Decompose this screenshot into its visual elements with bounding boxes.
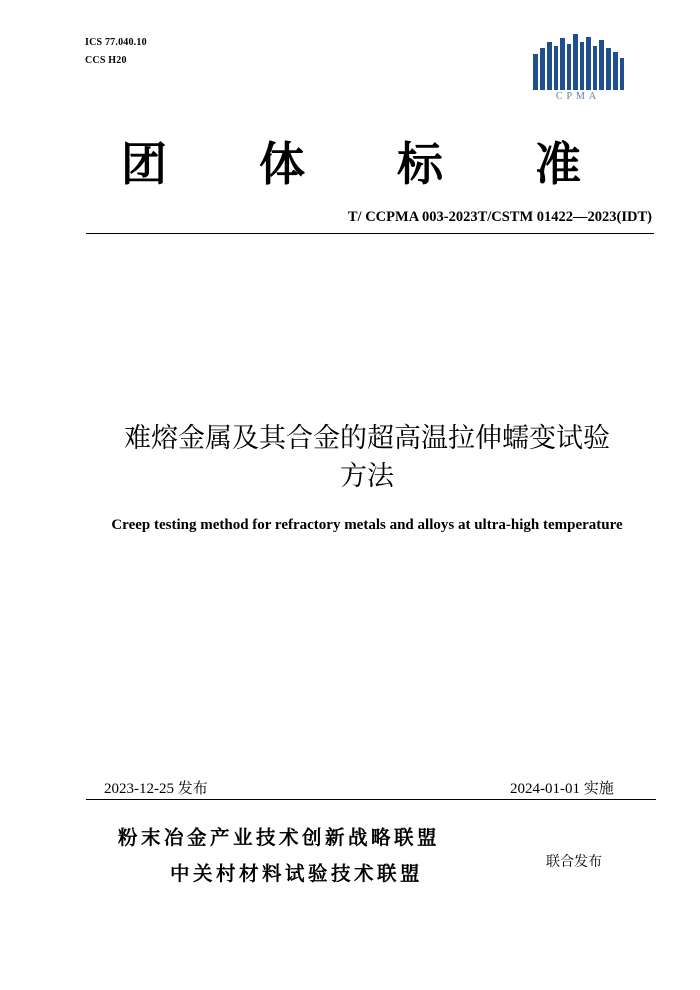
joint-release-label: 联合发布	[546, 854, 602, 870]
bottom-divider	[86, 799, 656, 800]
cpma-logo	[528, 34, 628, 106]
standard-type-heading: 团 体 标 准	[120, 137, 620, 191]
ics-code: ICS 77.040.10	[85, 37, 147, 48]
chinese-title	[70, 420, 664, 496]
chinese-title-line-1: 难熔金属及其合金的超高温拉伸蠕变试验	[124, 423, 610, 454]
logo-text: CPMA	[555, 91, 601, 102]
publisher-1: 粉末冶金产业技术创新战略联盟	[118, 826, 441, 849]
issue-date: 2023-12-25 发布	[104, 781, 208, 797]
chinese-title-line-2: 方法	[340, 461, 394, 492]
standard-number: T/ CCPMA 003-2023T/CSTM 01422—2023(IDT)	[347, 209, 652, 225]
implementation-date: 2024-01-01 实施	[510, 781, 614, 797]
cpma-logo-bars-icon	[528, 34, 628, 90]
top-divider	[86, 233, 654, 234]
publisher-2: 中关村材料试验技术联盟	[170, 862, 424, 885]
english-title: Creep testing method for refractory metals and alloys at ultra-high temperature	[111, 517, 623, 533]
ccs-code: CCS H20	[85, 55, 127, 66]
